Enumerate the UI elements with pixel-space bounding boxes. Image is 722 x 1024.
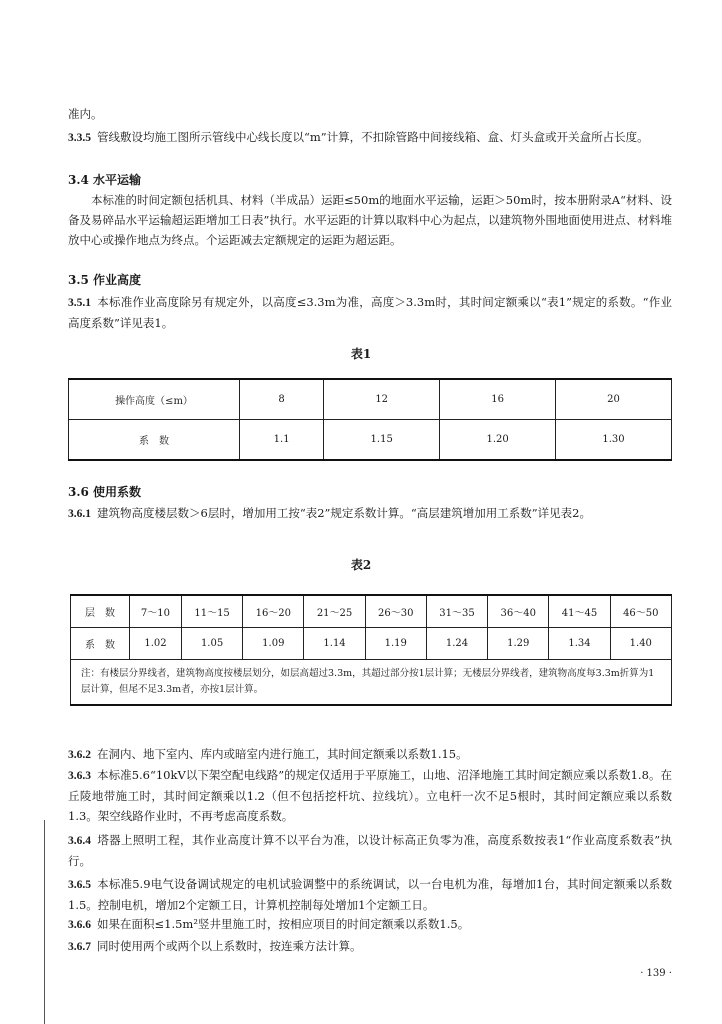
clause-number: 3.6.3: [68, 770, 91, 782]
table-cell: 1.02: [130, 628, 182, 660]
table-cell: 12: [324, 379, 440, 420]
table-cell: 1.30: [556, 420, 672, 461]
table-cell: 26～30: [365, 595, 426, 628]
table-cell: 31～35: [426, 595, 487, 628]
table-note: 注：有楼层分界线者，建筑物高度按楼层划分，如层高超过3.3m，其超过部分按1层计算；无楼层分界线者，建筑物高度每3.3m折算为1层计算，但尾不足3.3m者，亦按1层计算。: [71, 660, 672, 706]
table-note-row: [71, 660, 672, 706]
clause-3-6-6: [68, 914, 672, 935]
table-cell: 21～25: [304, 595, 365, 628]
table-cell: 20: [556, 379, 672, 420]
table-1: [68, 378, 672, 461]
clause-text: 管线敷设均施工图所示管线中心线长度以“m”计算，不扣除管路中间接线箱、盒、灯头盒或开关盒所占长度。: [97, 130, 649, 144]
table-cell: 1.20: [440, 420, 556, 461]
table-header-cell: 操作高度（≤m）: [69, 379, 240, 420]
table-cell: 36～40: [488, 595, 549, 628]
table-2-caption: 表2: [350, 558, 372, 572]
clause-text: 本标准5.9电气设备调试规定的电机试验调整中的系统调试，以一台电机为准，每增加1台，其时间定额乘以系数1.5。控制电机，增加2个定额工日，计算机控制每处增加1个定额工日。: [68, 877, 672, 912]
table-cell: 1.40: [610, 628, 671, 660]
clause-text: 建筑物高度楼层数＞6层时，增加用工按“表2”规定系数计算。“高层建筑增加用工系数”详见表2。: [97, 506, 591, 520]
table-cell: 1.1: [240, 420, 324, 461]
section-3-6-title: 3.6 使用系数: [68, 485, 142, 499]
table-cell: 1.15: [324, 420, 440, 461]
table-cell: 1.29: [488, 628, 549, 660]
table-cell: 1.19: [365, 628, 426, 660]
clause-3-6-7: [68, 936, 672, 957]
clause-number: 3.5.1: [68, 297, 91, 309]
clause-number: 3.6.6: [68, 919, 91, 931]
table-cell: 41～45: [549, 595, 610, 628]
clause-text: 在洞内、地下室内、库内或暗室内进行施工，其时间定额乘以系数1.15。: [97, 747, 468, 761]
continued-text: 准内。: [68, 107, 103, 121]
section-3-4-text: 本标准的时间定额包括机具、材料（半成品）运距≤50m的地面水平运输，运距＞50m时，按本册附录A“材料、设备及易碎品水平运输超运距增加工日表”执行。水平运距的计算以取料中心为起点，以建筑物外围地面使用进点、材料堆放中心或操作地点为终点。个运距减去定额规定的运距为超运距。: [68, 193, 672, 247]
clause-3-6-3: [68, 765, 672, 826]
table-cell: 16: [440, 379, 556, 420]
clause-text: 如果在面积≤1.5m²竖井里施工时，按相应项目的时间定额乘以系数1.5。: [97, 917, 470, 931]
clause-3-6-4: [68, 830, 672, 871]
table-row: [69, 420, 672, 461]
table-row: [71, 628, 672, 660]
clause-text: 同时使用两个或两个以上系数时，按连乘方法计算。: [97, 939, 362, 953]
clause-number: 3.3.5: [68, 132, 91, 144]
clause-number: 3.6.2: [68, 749, 91, 761]
table-cell: 1.34: [549, 628, 610, 660]
clause-text: 本标准作业高度除另有规定外，以高度≤3.3m为准，高度＞3.3m时，其时间定额乘以“表1”规定的系数。“作业高度系数”详见表1。: [68, 295, 672, 330]
table-header-cell: 系 数: [69, 420, 240, 461]
table-cell: 1.09: [243, 628, 304, 660]
clause-3-6-1: [68, 503, 672, 524]
clause-3-6-5: [68, 874, 672, 915]
clause-number: 3.6.1: [68, 508, 91, 520]
table-cell: 7～10: [130, 595, 182, 628]
table-header-cell: 层 数: [71, 595, 130, 628]
table-1-caption: 表1: [350, 347, 372, 361]
table-header-cell: 系 数: [71, 628, 130, 660]
clause-3-5-1: [68, 292, 672, 333]
clause-3-3-5: [68, 127, 672, 148]
table-cell: 8: [240, 379, 324, 420]
table-row: [71, 595, 672, 628]
page-number: · 139 ·: [640, 968, 672, 979]
clause-number: 3.6.4: [68, 835, 91, 847]
section-3-5-title: 3.5 作业高度: [68, 273, 142, 287]
table-cell: 46～50: [610, 595, 671, 628]
table-row: [69, 379, 672, 420]
clause-text: 本标准5.6“10kV以下架空配电线路”的规定仅适用于平原施工，山地、沼泽地施工其时间定额应乘以系数1.8。在丘陵地带施工时，其时间定额乘以1.2（但不包括挖杆坑、拉线坑）。立电杆一次不足5根时，其时间定额应乘以系数1.3。架空线路作业时，不再考虑高度系数。: [68, 768, 672, 823]
binding-margin-line: [44, 820, 45, 1024]
table-cell: 1.14: [304, 628, 365, 660]
clause-number: 3.6.5: [68, 879, 91, 891]
section-3-4-title: 3.4 水平运输: [68, 173, 142, 187]
clause-3-6-2: [68, 744, 672, 765]
table-cell: 11～15: [181, 595, 242, 628]
table-cell: 16～20: [243, 595, 304, 628]
clause-number: 3.6.7: [68, 941, 91, 953]
table-2: [70, 594, 672, 706]
table-cell: 1.24: [426, 628, 487, 660]
table-cell: 1.05: [181, 628, 242, 660]
clause-text: 塔器上照明工程，其作业高度计算不以平台为准，以设计标高正负零为准，高度系数按表1“作业高度系数表”执行。: [68, 833, 672, 868]
